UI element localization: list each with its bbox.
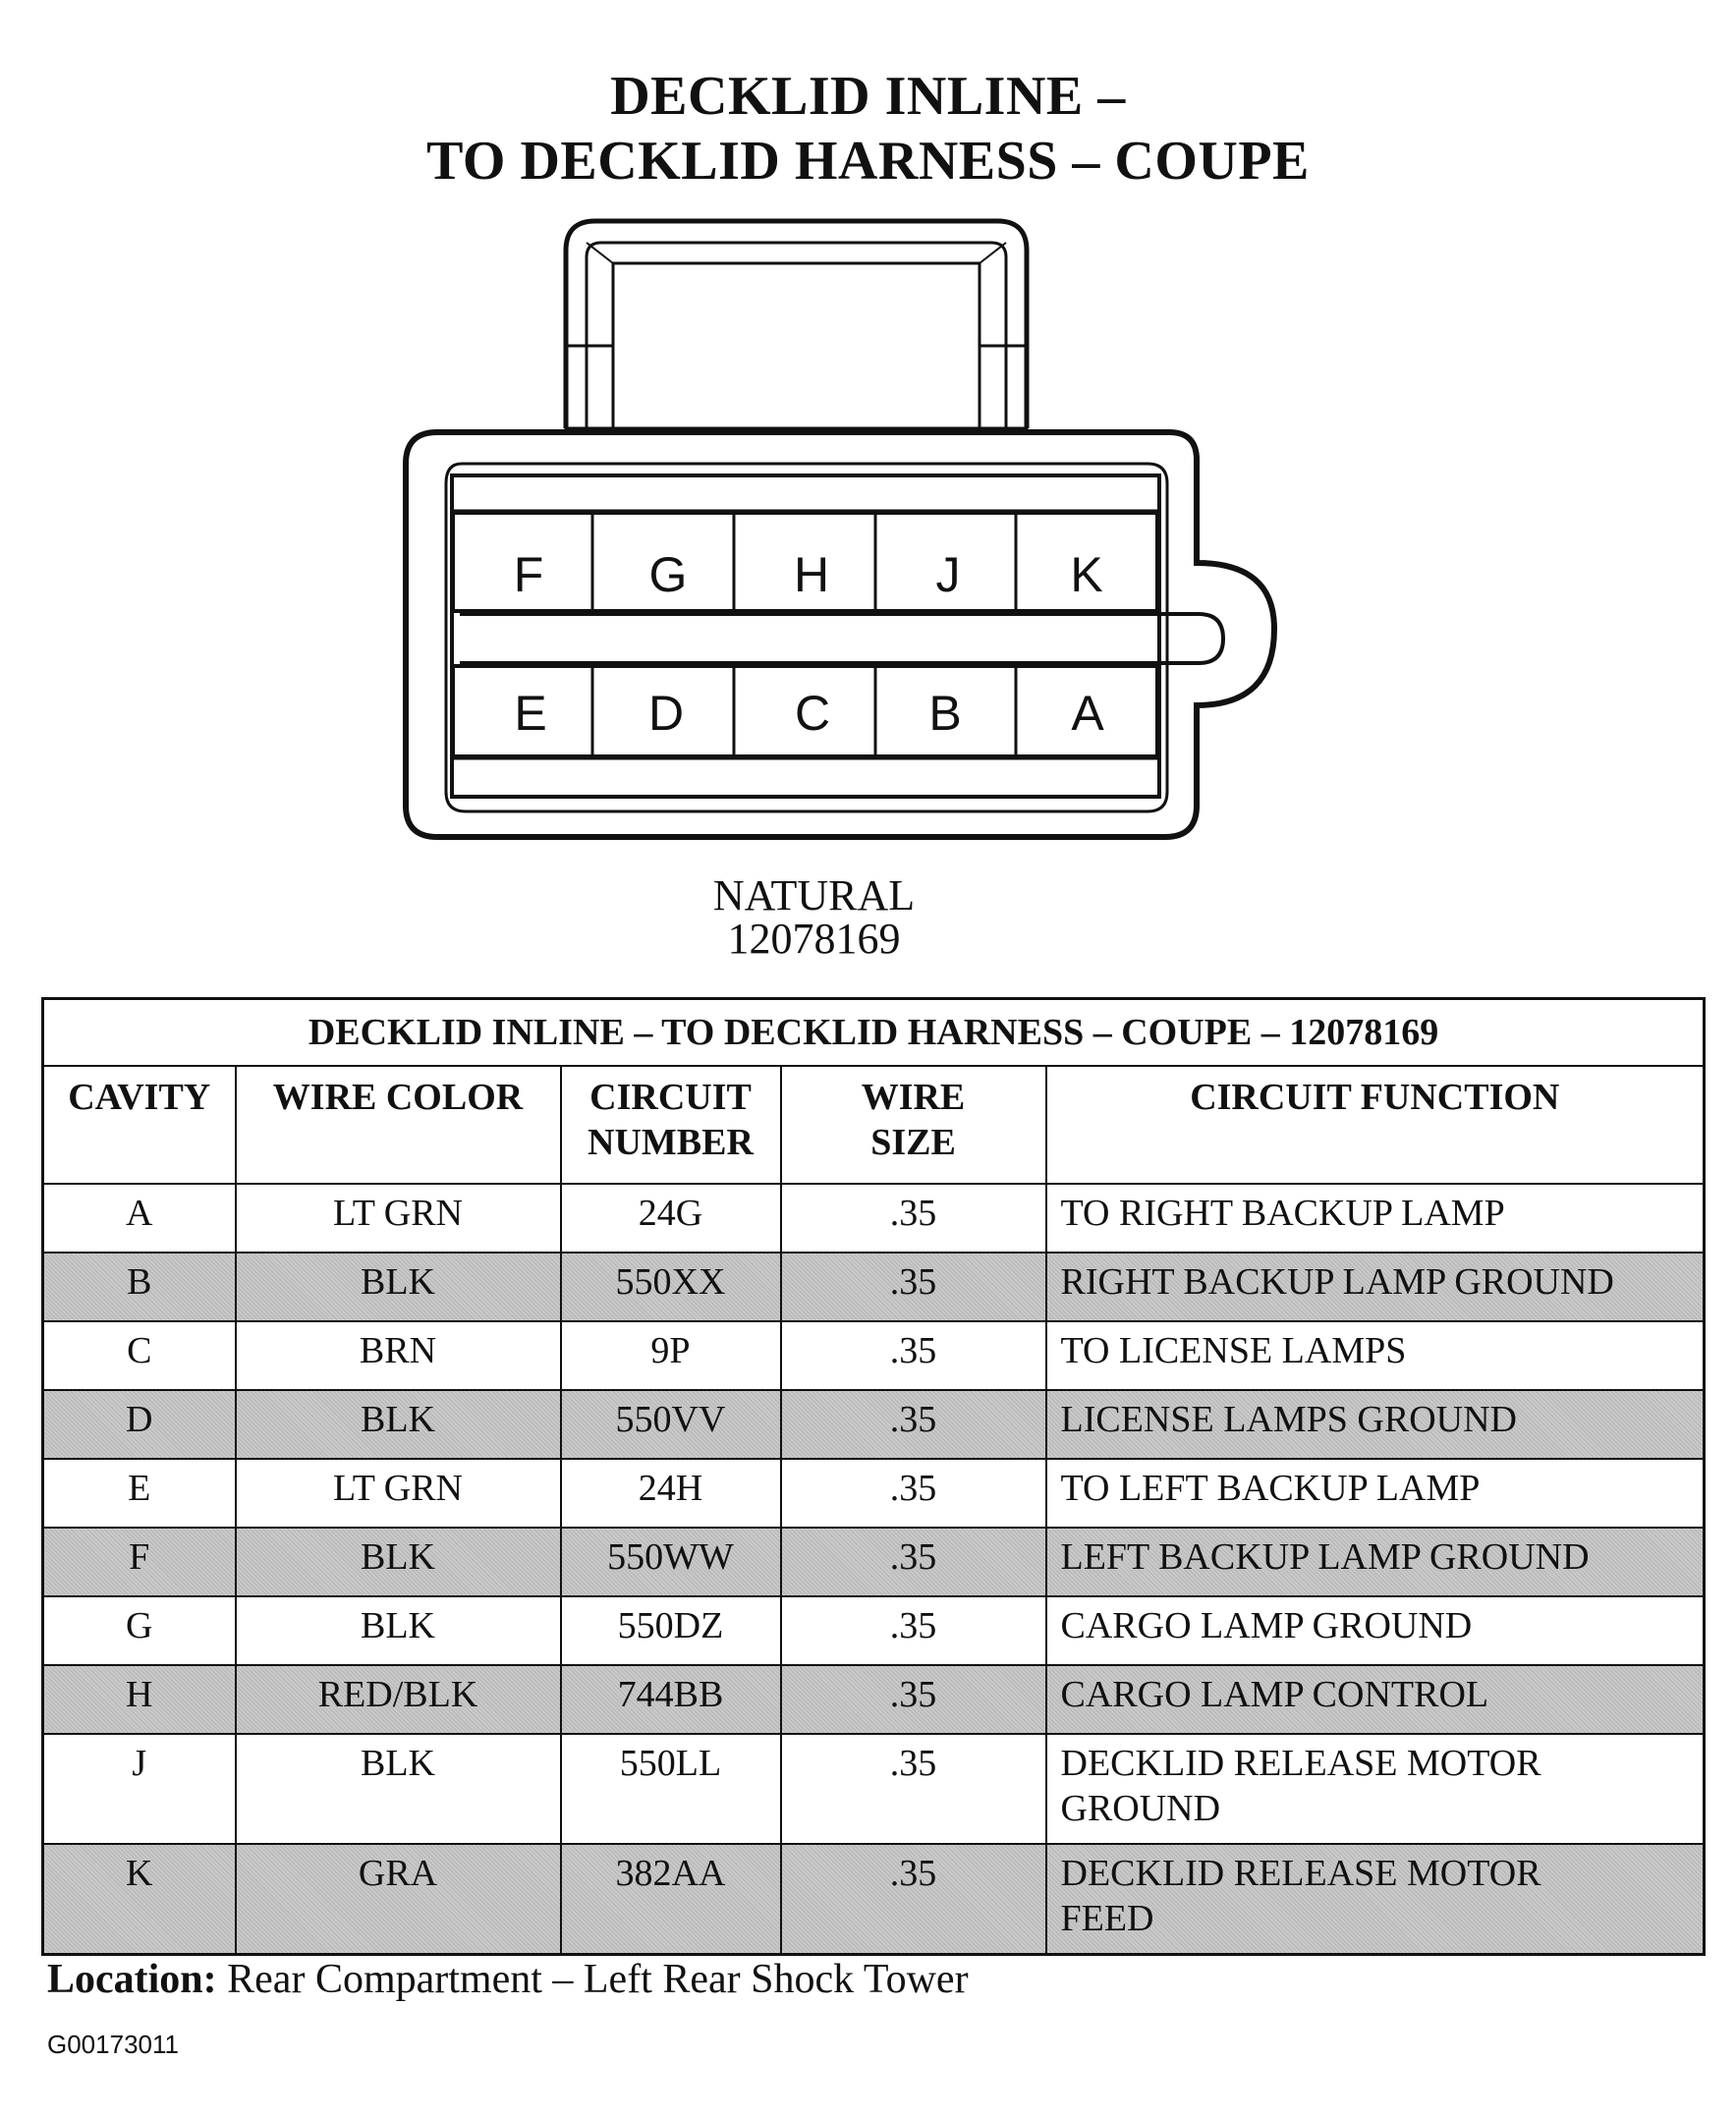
cell-cavity: H xyxy=(43,1665,236,1734)
cell-circuit-function xyxy=(1046,1253,1705,1321)
circuit-function-line: DECKLID RELEASE MOTOR xyxy=(1060,1743,1541,1784)
cell-wire-size: .35 xyxy=(781,1844,1046,1955)
cell-cavity: D xyxy=(43,1390,236,1459)
figure-id: G00173011 xyxy=(47,2030,179,2059)
location-value: Rear Compartment – Left Rear Shock Tower xyxy=(227,1957,969,2002)
cell-cavity: K xyxy=(43,1844,236,1955)
cavity-label-d: D xyxy=(647,686,685,741)
cell-circuit-function xyxy=(1046,1184,1705,1253)
circuit-function-line: CARGO LAMP GROUND xyxy=(1060,1605,1473,1646)
cell-wire-size: .35 xyxy=(781,1253,1046,1321)
cell-circuit-function xyxy=(1046,1665,1705,1734)
cell-wire-size: .35 xyxy=(781,1665,1046,1734)
cell-wire-color: BLK xyxy=(236,1390,561,1459)
cell-wire-color: BLK xyxy=(236,1596,561,1665)
table-row xyxy=(43,1596,1705,1665)
table-row xyxy=(43,1321,1705,1390)
circuit-function-line: TO LICENSE LAMPS xyxy=(1060,1330,1407,1371)
cell-circuit-function xyxy=(1046,1390,1705,1459)
header-circuit-number: CIRCUIT NUMBER xyxy=(561,1066,781,1184)
cavity-wire-table xyxy=(41,997,1706,1956)
table-row xyxy=(43,1844,1705,1955)
cell-wire-size: .35 xyxy=(781,1459,1046,1528)
cavity-label-k: K xyxy=(1070,547,1103,602)
circuit-function-line: TO RIGHT BACKUP LAMP xyxy=(1060,1193,1505,1234)
cell-wire-size: .35 xyxy=(781,1390,1046,1459)
cell-wire-color: BLK xyxy=(236,1253,561,1321)
cell-wire-color: RED/BLK xyxy=(236,1665,561,1734)
cell-circuit-function xyxy=(1046,1596,1705,1665)
cell-circuit-number: 744BB xyxy=(561,1665,781,1734)
cell-circuit-function xyxy=(1046,1734,1705,1844)
table-row xyxy=(43,1184,1705,1253)
cell-circuit-number: 9P xyxy=(561,1321,781,1390)
cell-circuit-function xyxy=(1046,1528,1705,1596)
circuit-function-line: LEFT BACKUP LAMP GROUND xyxy=(1060,1536,1590,1578)
cell-wire-size: .35 xyxy=(781,1734,1046,1844)
cavity-label-b: B xyxy=(928,686,962,741)
cell-circuit-number: 550DZ xyxy=(561,1596,781,1665)
cavity-label-e: E xyxy=(514,686,547,741)
cell-wire-color: BLK xyxy=(236,1528,561,1596)
cell-wire-color: LT GRN xyxy=(236,1459,561,1528)
cavity-label-g: G xyxy=(648,547,688,602)
cell-wire-size: .35 xyxy=(781,1184,1046,1253)
cell-wire-color: GRA xyxy=(236,1844,561,1955)
table-row xyxy=(43,1253,1705,1321)
cell-wire-color: BRN xyxy=(236,1321,561,1390)
connector-part-number: 12078169 xyxy=(727,915,901,963)
connector-diagram xyxy=(0,0,1736,884)
table-row xyxy=(43,1734,1705,1844)
cell-cavity: C xyxy=(43,1321,236,1390)
diagram-title-line-1: DECKLID INLINE – xyxy=(610,66,1126,127)
cell-circuit-number: 382AA xyxy=(561,1844,781,1955)
cell-cavity: E xyxy=(43,1459,236,1528)
table-row xyxy=(43,1390,1705,1459)
circuit-function-line: GROUND xyxy=(1060,1788,1221,1829)
cell-wire-color: LT GRN xyxy=(236,1184,561,1253)
circuit-function-line: RIGHT BACKUP LAMP GROUND xyxy=(1060,1261,1614,1303)
cavity-label-h: H xyxy=(793,547,830,602)
location-note xyxy=(47,1955,969,2004)
connector-color: NATURAL xyxy=(712,871,916,919)
cell-circuit-number: 550WW xyxy=(561,1528,781,1596)
circuit-function-line: FEED xyxy=(1060,1898,1154,1939)
cell-cavity: G xyxy=(43,1596,236,1665)
header-wire-color: WIRE COLOR xyxy=(236,1066,561,1184)
cell-cavity: A xyxy=(43,1184,236,1253)
cavity-label-f: F xyxy=(513,547,544,602)
cell-circuit-number: 550XX xyxy=(561,1253,781,1321)
cavity-label-a: A xyxy=(1071,686,1104,741)
cell-circuit-number: 550VV xyxy=(561,1390,781,1459)
cell-wire-color: BLK xyxy=(236,1734,561,1844)
cell-wire-size: .35 xyxy=(781,1321,1046,1390)
cell-cavity: J xyxy=(43,1734,236,1844)
location-label: Location: xyxy=(47,1957,217,2002)
header-wire-size: WIRE SIZE xyxy=(781,1066,1046,1184)
diagram-title-line-2: TO DECKLID HARNESS – COUPE xyxy=(426,131,1310,192)
circuit-function-line: TO LEFT BACKUP LAMP xyxy=(1060,1468,1481,1509)
cavity-label-c: C xyxy=(794,686,831,741)
cell-circuit-number: 24G xyxy=(561,1184,781,1253)
cell-wire-size: .35 xyxy=(781,1596,1046,1665)
table-row xyxy=(43,1459,1705,1528)
cell-wire-size: .35 xyxy=(781,1528,1046,1596)
cavity-label-j: J xyxy=(935,547,961,602)
cell-circuit-function xyxy=(1046,1459,1705,1528)
cell-circuit-number: 24H xyxy=(561,1459,781,1528)
cell-circuit-function xyxy=(1046,1844,1705,1955)
circuit-function-line: DECKLID RELEASE MOTOR xyxy=(1060,1853,1541,1894)
cell-cavity: B xyxy=(43,1253,236,1321)
table-row xyxy=(43,1528,1705,1596)
header-circuit-function: CIRCUIT FUNCTION xyxy=(1046,1066,1705,1184)
circuit-function-line: LICENSE LAMPS GROUND xyxy=(1060,1399,1517,1440)
cell-circuit-number: 550LL xyxy=(561,1734,781,1844)
circuit-function-line: CARGO LAMP CONTROL xyxy=(1060,1674,1489,1715)
header-cavity: CAVITY xyxy=(43,1066,236,1184)
cell-cavity: F xyxy=(43,1528,236,1596)
cell-circuit-function xyxy=(1046,1321,1705,1390)
table-caption: DECKLID INLINE – TO DECKLID HARNESS – COUPE – 12078169 xyxy=(43,999,1705,1067)
table-row xyxy=(43,1665,1705,1734)
